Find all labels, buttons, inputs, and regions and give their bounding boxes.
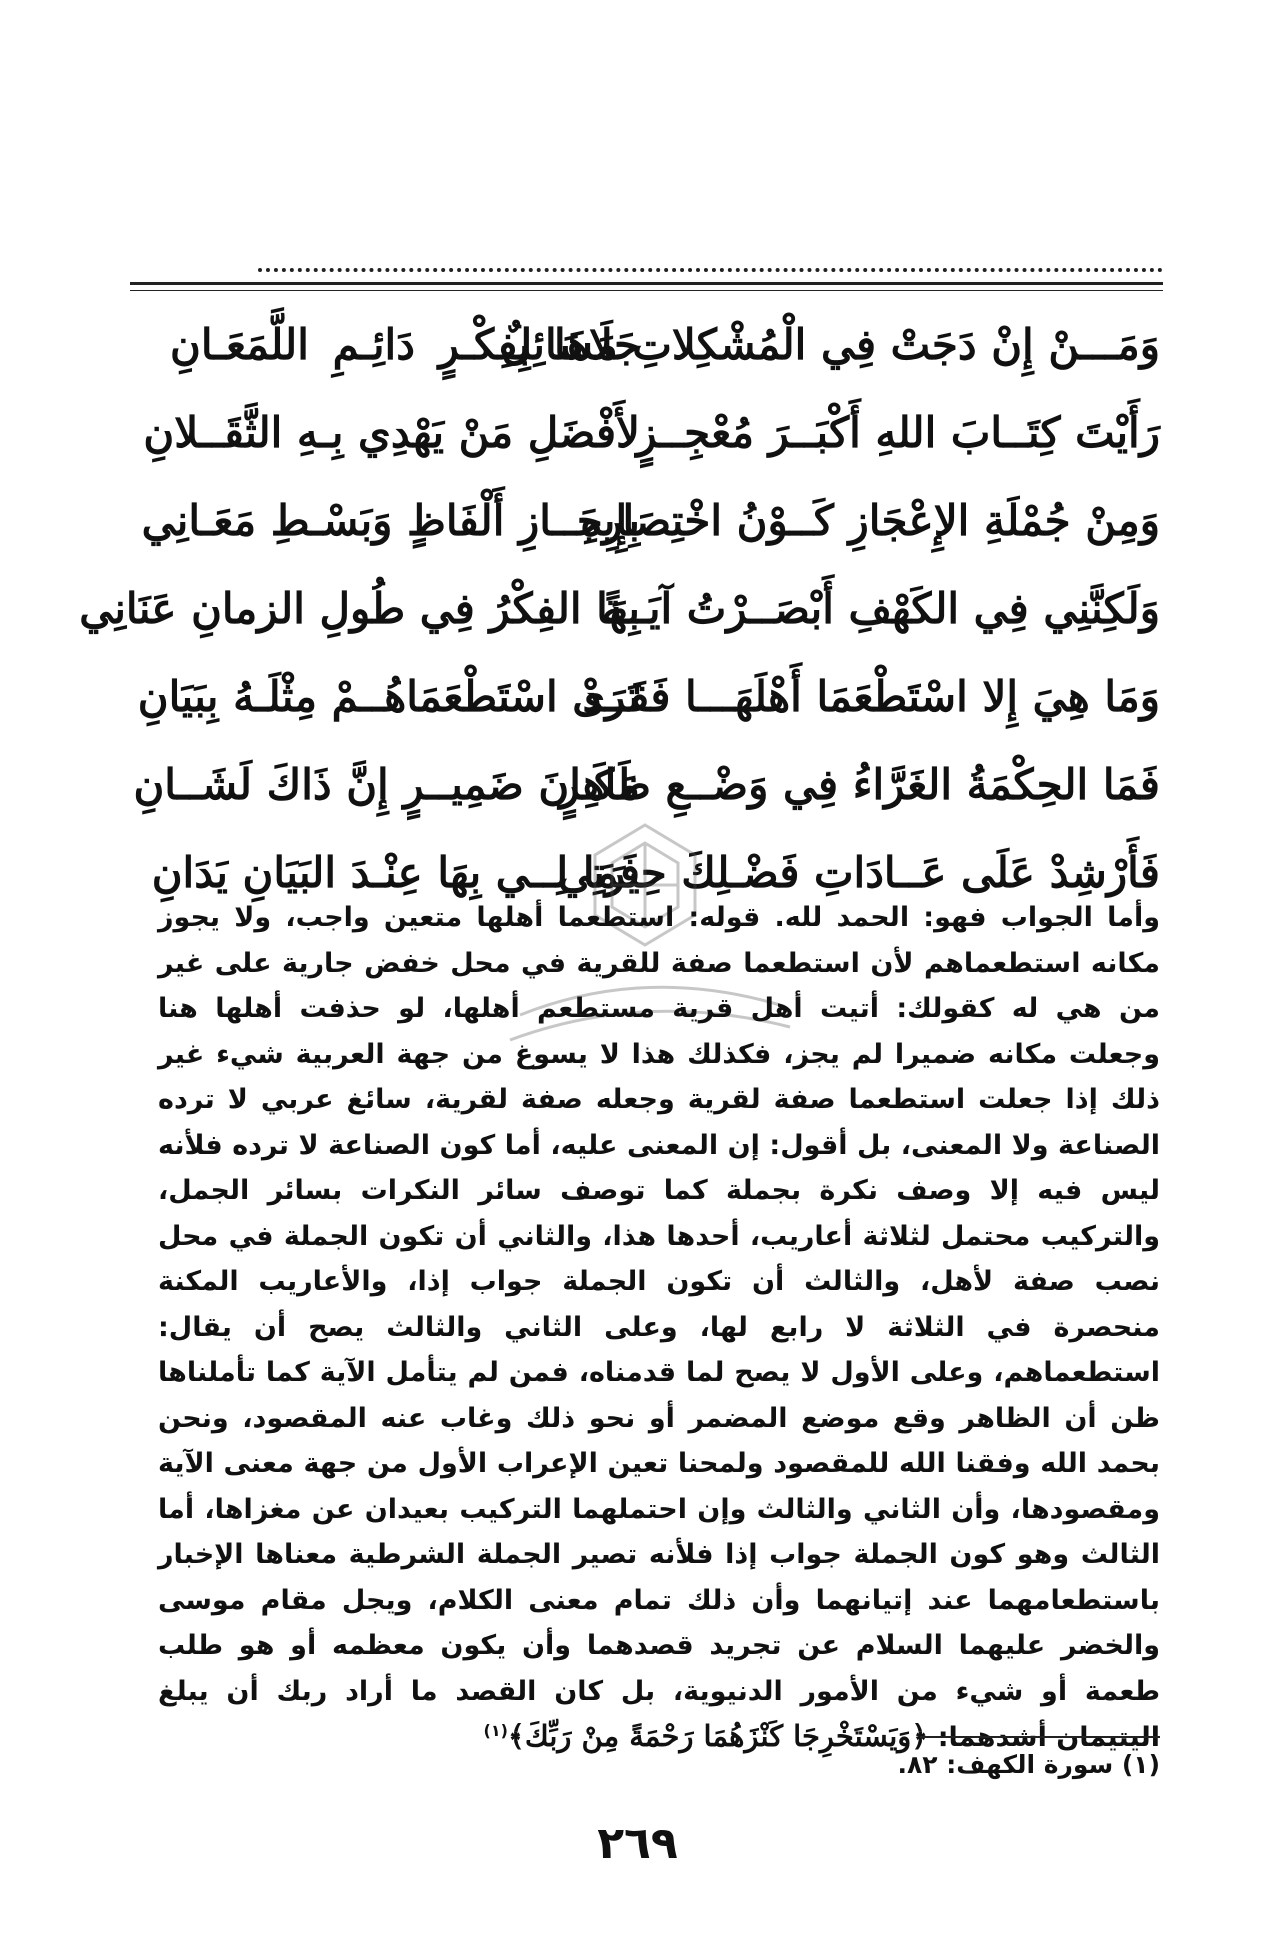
footnote-rule — [920, 1736, 1160, 1738]
poem-verse — [137, 652, 1160, 740]
footnote-marker: (١) — [483, 1721, 508, 1740]
footnote: (١) سورة الكهف: ٨٢. — [897, 1750, 1160, 1779]
verse-first-hemistich: وَمَا هِيَ إِلا اسْتَطْعَمَا أَهْلَهَـــا فَقَــدْ — [582, 671, 1160, 721]
poem-verse — [141, 476, 1160, 564]
verse-second-hemistich: لأَفْضَلِ مَنْ يَهْدِي بِـهِ الثَّقَــلانِ — [143, 407, 640, 457]
answer-text: وأما الجواب فهو: الحمد لله. قوله: استطعما أهلها متعين واجب، ولا يجوز مكانه استطعماهم لأن استطعما صفة للقرية في محل خفض جارية على غير من هي له كقولك: أتيت أهل قرية مستطعم أهلها، لو حذفت أهلها هنا وجعلت مكانه ضميرا لم يجز، فكذلك هذا لا يسوغ من جهة العربية شيء غير ذلك إذا جعلت استطعما صفة لقرية وجعله صفة لقرية، سائغ عربي لا ترده الصناعة ولا المعنى، بل أقول: إن المعنى عليه، أما كون الصناعة لا ترده فلأنه ليس فيه إلا وصف نكرة بجملة كما توصف سائر النكرات بسائر الجمل، والتركيب محتمل لثلاثة أعاريب، أحدها هذا، والثاني أن تكون الجملة في محل نصب صفة لأهل، والثالث أن تكون الجملة جواب إذا، والأعاريب المكنة منحصرة في الثلاثة لا رابع لها، وعلى الثاني والثالث يصح أن يقال: استطعماهم، وعلى الأول لا يصح لما قدمناه، فمن لم يتأمل الآية كما تأملناها ظن أن الظاهر وقع موضع المضمر أو نحو ذلك وغاب عنه المقصود، ونحن بحمد الله وفقنا الله للمقصود ولمحنا تعين الإعراب الأول من جهة معنى الآية ومقصودها، وأن الثاني والثالث وإن احتملهما التركيب بعيدان عن مغزاها، أما الثالث وهو كون الجملة جواب إذا فلأنه تصير الجملة الشرطية معناها الإخبار باستطعامهما عند إتيانهما وأن ذلك تمام معنى الكلام، ويجل مقام موسى والخضر عليهما السلام عن تجريد قصدهما وأن يكون معظمه أو هو طلب طعمة أو شيء من الأمور الدنيوية، بل كان القصد ما أراد ربك أن يبلغ اليتيمان أشدهما: — [158, 902, 1160, 1753]
verse-second-hemistich: فَمَا لِــي بِهَا عِنْـدَ البَيَانِ يَدَانِ — [151, 847, 640, 897]
page-number: ٢٦٩ — [597, 1818, 678, 1869]
verse-second-hemistich: بِإِيجَــازِ أَلْفَاظٍ وَبَسْـطِ مَعَـانِي — [141, 495, 640, 545]
verse-first-hemistich: وَمَـــنْ إِنْ دَجَتْ فِي الْمُشْكِلاتِ مَسَائِلٌ — [501, 319, 1160, 369]
verse-first-hemistich: وَمِنْ جُمْلَةِ الإِعْجَازِ كَــوْنُ اخْتِصَارِهِ — [580, 495, 1160, 545]
verse-second-hemistich: مَكَـانَ ضَمِيــرٍ إِنَّ ذَاكَ لَشَــانِ — [133, 759, 640, 809]
header-rule-thin — [130, 290, 1163, 291]
quran-verse: ﴿وَيَسْتَخْرِجَا كَنْزَهُمَا رَحْمَةً مِنْ رَبِّكَ﴾ — [507, 1719, 929, 1753]
poem-verse — [133, 740, 1160, 828]
header-dotted-rule — [258, 268, 1163, 272]
verse-first-hemistich: رَأَيْتَ كِتَــابَ اللهِ أَكْبَــرَ مُعْجِــزٍ — [636, 407, 1160, 457]
poem-verse — [170, 300, 1160, 388]
verse-second-hemistich: بِهَا الفِكْرُ فِي طُولِ الزمانِ عَنَانِي — [79, 583, 640, 633]
verse-first-hemistich: وَلَكِنَّنِي فِي الكَهْفِ أَبْصَــرْتُ آيَــةً — [601, 583, 1160, 633]
poem-verse — [143, 388, 1160, 476]
verse-first-hemistich: فَأَرْشِدْ عَلَى عَــادَاتِ فَضْـلِكَ حِيرَتِي — [558, 847, 1160, 897]
answer-paragraph — [158, 895, 1160, 1761]
verse-second-hemistich: تَرَى اسْتَطْعَمَاهُــمْ مِثْلَـهُ بِبَيَانِ — [137, 671, 640, 721]
header-rule — [130, 282, 1163, 285]
poem — [79, 300, 1160, 916]
verse-first-hemistich: فَمَا الحِكْمَةُ الغَرَّاءُ فِي وَضْــعِ ظَاهِرٍ — [559, 759, 1160, 809]
poem-verse — [79, 564, 1160, 652]
verse-second-hemistich: جَلَاهَا بِفِكْـرٍ دَائِـمِ اللَّمَعَـانِ — [170, 319, 640, 369]
